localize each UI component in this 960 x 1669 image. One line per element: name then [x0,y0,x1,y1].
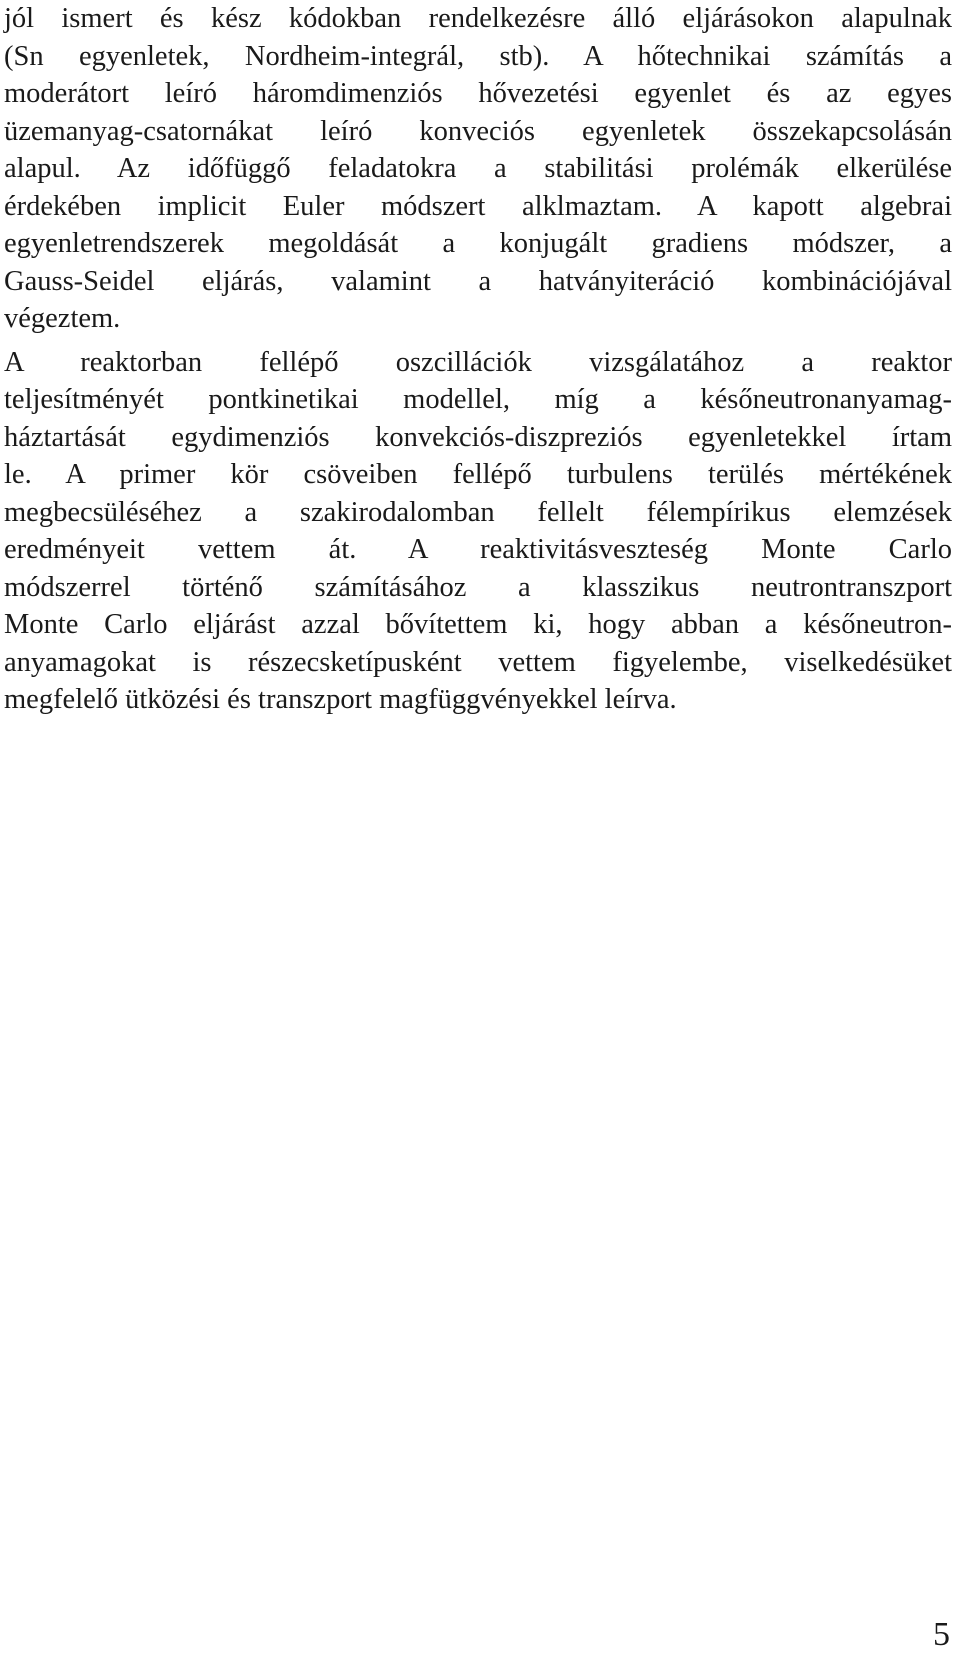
text-line: végeztem. [4,303,121,334]
text-line: háztartását egydimenziós konvekciós-diszpreziós egyenletekkel írtam [4,421,952,453]
text-line: módszerrel történő számításához a klasszikus neutrontranszport [4,571,952,603]
text-line: megfelelő ütközési és transzport magfüggvényekkel leírva. [4,684,677,715]
page-number: 5 [933,1616,950,1653]
text-line: le. A primer kör csöveiben fellépő turbulens terülés mértékének [4,459,952,490]
text-line: érdekében implicit Euler módszert alklmaztam. A kapott algebrai [4,190,952,222]
text-line: anyamagokat is részecsketípusként vettem figyelembe, viselkedésüket [4,646,952,678]
body-text [4,0,952,719]
text-line: jól ismert és kész kódokban rendelkezésre álló eljárásokon alapulnak [4,3,952,34]
text-line: A reaktorban fellépő oszcillációk vizsgálatához a reaktor [4,346,952,378]
text-line: Gauss-Seidel eljárás, valamint a hatványiteráció kombinációjával [4,265,952,297]
text-line: üzemanyag-csatornákat leíró konveciós egyenletek összekapcsolásán [4,115,952,147]
text-line: moderátort leíró háromdimenziós hővezetési egyenlet és az egyes [4,78,952,109]
text-line: megbecsüléséhez a szakirodalomban fellelt félempírikus elemzések [4,496,952,528]
text-line: teljesítményét pontkinetikai modellel, míg a későneutronanyamag- [4,384,952,415]
text-line: eredményeit vettem át. A reaktivitásveszteség Monte Carlo [4,534,952,565]
text-line: egyenletrendszerek megoldását a konjugált gradiens módszer, a [4,228,952,259]
text-line: alapul. Az időfüggő feladatokra a stabilitási prolémák elkerülése [4,153,952,184]
text-line: (Sn egyenletek, Nordheim-integrál, stb). A hőtechnikai számítás a [4,40,952,72]
paragraph-1 [4,0,952,338]
paragraph-2 [4,338,952,719]
text-line: Monte Carlo eljárást azzal bővítettem ki, hogy abban a későneutron- [4,609,952,640]
